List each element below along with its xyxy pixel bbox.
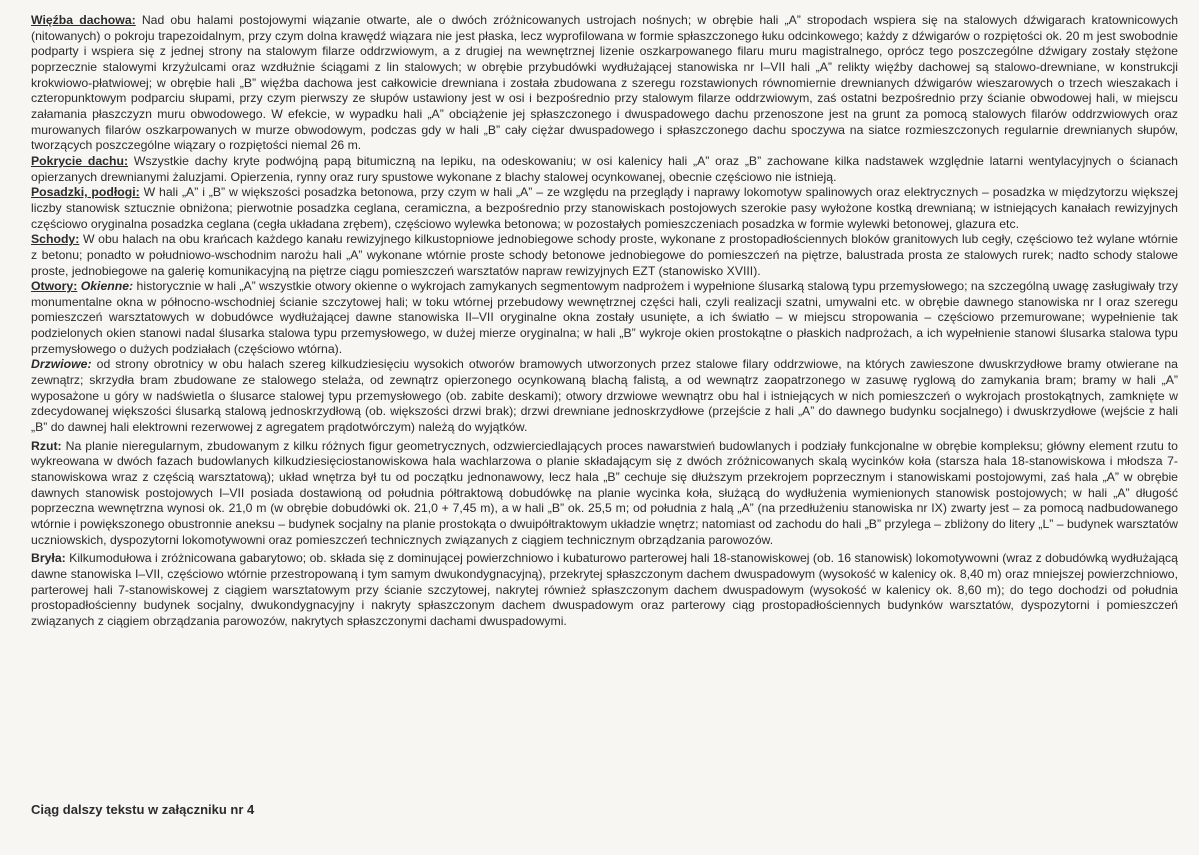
section-text: W hali „A” i „B” w większości posadzka betonowa, przy czym w hali „A” – ze względu na przeglądy i naprawy lokomotyw spalinowych oraz elektrycznych – posadzka w międzytorzu większej liczby stanowisk sztucznie obniżona; pierwotnie posadzka ceglana, ceramiczna, a bezpośrednio przy stanowiskach postojowych szerokie pasy wyłożone kostką drewnianą; w istniejących kanałach rewizyjnych częściowo oryginalna posadzka ceglana (cegła układana zrębem), częściowo wylewka betonowa; w pozostałych pomieszczeniach posadzka w formie wylewki betonowej, glazura etc. — [31, 185, 1179, 231]
section-heading: Drzwiowe: — [31, 357, 92, 372]
section-heading: Więźba dachowa: — [31, 13, 136, 27]
section-heading: Pokrycie dachu: — [31, 153, 129, 168]
section-heading: Otwory: — [31, 279, 78, 294]
section-drzwiowe — [31, 357, 1178, 435]
section-text: Na planie nieregularnym, zbudowanym z kilku różnych figur geometrycznych, odzwierciedlających proces nawarstwień budowlanych i podziały funkcjonalne w obrębie kompleksu; główny element rzutu to wykreowana w dwóch fazach budowlanych kilkudziesięciostanowiskowa hala wachlarzowa o planie składającym się z dwóch zróżnicowanych skalą wycinków koła (starsza hala 18-stanowiskowa i młodsza 7-stanowiskowa wraz z częścią warsztatową); układ wnętrza był tu od początku jednonawowy, lecz hala „B” cechuje się dłuższym przekrojem poprzecznym i stanowiskami postojowymi, zaś hala „A” w obrębie dawnych stanowisk postojowych I–VII posiada dostawioną od południa półtraktową dobudówkę na planie wycinka koła, służącą do wydłużenia wymienionych stanowisk postojowych; w hali „A” długość poprzeczna wewnętrzna wynosi ok. 21,0 m (w obrębie dobudówki ok. 21,0 + 7,45 m), a w hali „B” ok. 25,5 m; od południa z halą „A” (na przedłużeniu stanowiska nr IX) zwarty jest – za pomocą nadbudowanego wtórnie i powiększonego obustronnie aneksu – budynek socjalny na planie prostokąta o dwuipółtraktowym układzie wnętrz; natomiast od zachodu do hali „B” przylega – zbliżony do litery „L” – budynek warsztatów uczniowskich, dyspozytorni lokomotywowni oraz pomieszczeń technicznych związanych z ciągiem technicznym obrządzania parowozów. — [31, 438, 1178, 547]
section-bryla — [31, 551, 1178, 629]
section-text: W obu halach na obu krańcach każdego kanału rewizyjnego kilkustopniowe jednobiegowe schody proste, wykonane z prostopadłościennych bloków granitowych lub cegły, częściowo też wylane wtórnie z betonu; ponadto w południowo-wschodnim narożu hali „A” wykonane wtórnie proste schody betonowe jednobiegowe do pomieszczeń na piętrze, balustrada prosta ze stalowych rurek; nadto schody stalowe proste, jednobiegowe na galerię komunikacyjną na piętrze ciągu pomieszczeń warsztatów napraw rewizyjnych EZT (stanowisko XVIII). — [31, 232, 1178, 278]
section-text: od strony obrotnicy w obu halach szereg kilkudziesięciu wysokich otworów bramowych utworzonych przez stalowe filary oddrzwiowe, na których zawieszone dwuskrzydłowe bramy otwierane na zewnątrz; skrzydła bram zbudowane ze stalowego stelaża, od zewnątrz opierzonego ocynkowaną blachą falistą, a od wewnątrz zaopatrzonego w zasuwę ryglową do zamykania bram; bramy w hali „A” wyposażone u góry w nadświetla o ślusarce stalowej typu przemysłowego (ob. zabite deskami); otwory drzwiowe wewnątrz obu hal i istniejących w nich pomieszczeń o wykrojach prostokątnych, zamknięte w zdecydowanej większości ślusarką stalową jednoskrzydłową (ob. większości drzwi brak); drzwi drewniane jednoskrzydłowe (przejście z hali „A” do dawnego budynku socjalnego) i dwuskrzydłowe (wejście z hali „B” do dawnej hali elektrowni rezerwowej z agregatem prądotwórczym) należą do wyjątków. — [31, 357, 1178, 435]
section-heading: Rzut: — [31, 438, 62, 453]
section-posadzki — [31, 185, 1178, 232]
section-text: historycznie w hali „A” wszystkie otwory okienne o wykrojach zamykanych segmentowym nadprożem i wypełnione ślusarką stalową typu przemysłowego; na szczególną uwagę zasługiwały trzy monumentalne okna w północno-wschodniej ścianie szczytowej hali; w toku wtórnej przebudowy wewnętrznej części hali, czyli realizacji szatni, umywalni etc. w obrębie dawnego stanowiska nr I oraz szeregu pomieszczeń warsztatowych w dobudówce wydłużającej dawne stanowiska II–VII oryginalne okna zostały usunięte, a ich światło – w miejscu stropowania – częściowo przemurowane; wypełnienie tak podzielonych okien stanowi nadal ślusarka stalowa typu przemysłowego, w dużej mierze oryginalna; w hali „B” wykroje okien prostokątne o płaskich nadprożach, a ich wypełnienie stanowi ślusarka stalowa typu przemysłowego o dużych podziałach (częściowo wtórna). — [31, 279, 1178, 356]
section-schody — [31, 232, 1178, 279]
section-heading: Schody: — [31, 232, 80, 247]
section-pokrycie — [31, 154, 1178, 185]
section-text: Kilkumodułowa i zróżnicowana gabarytowo; ob. składa się z dominującej powierzchniowo i kubaturowo parterowej hali 18-stanowiskowej (ob. 16 stanowisk) lokomotywowni (wraz z dobudówką wydłużającą dawne stanowiska I–VII, częściowo wtórnie przestropowaną i tym samym dwukondygnacyjną), przekrytej spłaszczonym dachem dwuspadowym (wysokość w kalenicy ok. 8,40 m) oraz mniejszej powierzchniowo, parterowej hali 7-stanowiskowej z ciągiem warsztatowym przy ścianie szczytowej, nakrytej również spłaszczonym dachem dwuspadowym (wysokość w kalenicy ok. 8,60 m); do tego dochodzi od południa prostopadłościenny budynek socjalny, dwukondygnacyjny i nakryty spłaszczonym dachem dwuspadowym oraz parterowy ciąg prostopadłościennych budynków warsztatów, dyspozytorni i pomieszczeń związanych z ciągiem obrządzania parowozów, nakrytych spłaszczonymi dachami dwuspadowymi. — [31, 551, 1178, 628]
section-text: Nad obu halami postojowymi wiązanie otwarte, ale o dwóch zróżnicowanych ustrojach nośnych; w obrębie hali „A” stropodach wspiera się na stalowych dźwigarach kratownicowych (nitowanych) o pokroju trapezoidalnym, przy czym dolna krawędź wiązara nie jest płaska, lecz wyprofilowana w formie spłaszczonego łuku odcinkowego; każdy z dźwigarów o rozpiętości ok. 20 m jest swobodnie podparty i wspiera się z jednej strony na stalowym filarze oddrzwiowym, a z drugiej na wewnętrznej lizenie oszkarpowanego filaru muru magistralnego, oprócz tego poszczególne dźwigary zostały stężone poprzecznie stalowymi krzyżulcami oraz wzdłużnie ściągami z lin stalowych; w obrębie przybudówki wydłużającej stanowiska nr I–VII hali „A” relikty więźby dachowej są stalowo-drewniane, w konstrukcji krokwiowo-płatwiowej; w obrębie hali „B” więźba dachowa jest całkowicie drewniana i została zbudowana z szeregu rozstawionych równomiernie drewnianych dźwigarów wieszarowych o trzech wieszakach i czteropunktowym podparciu słupami, przy czym pierwszy ze słupów ustawiony jest w osi i bezpośrednio przy stalowym filarze oddrzwiowym, zaś ostatni bezpośrednio przy ścianie obwodowej hali, w miejscu załamania płaszczyzn muru obwodowego. W efekcie, w wypadku hali „A” obciążenie jej spłaszczonego i dwuspadowego dachu przenoszone jest na grunt za pomocą stalowych filarów oddrzwiowych oraz murowanych filarów oszkarpowanych w murze obwodowym, podczas gdy w hali „B” cały ciężar dwuspadowego i spłaszczonego dachu spoczywa na siatce rozmieszczonych regularnie drewnianych słupów, tworzących poszczególne wiązary o rozpiętości niemal 26 m. — [31, 13, 1179, 153]
section-text: Wszystkie dachy kryte podwójną papą bitumiczną na lepiku, na odeskowaniu; w osi kalenicy hali „A” oraz „B” zachowane kilka nadstawek względnie latarni wentylacyjnych o ścianach opierzanych drewnianymi żaluzjami. Opierzenia, rynny oraz rury spustowe wykonane z blachy stalowej ocynkowanej, obecnie częściowo nie istnieją. — [31, 153, 1178, 184]
section-heading: Bryła: — [31, 551, 66, 566]
section-subheading: Okienne: — [77, 279, 134, 294]
section-otwory — [31, 279, 1178, 357]
section-rzut — [31, 439, 1178, 549]
section-heading: Posadzki, podłogi: — [31, 185, 140, 200]
continuation-note: Ciąg dalszy tekstu w załączniku nr 4 — [31, 802, 255, 817]
section-wiezba — [31, 13, 1178, 154]
